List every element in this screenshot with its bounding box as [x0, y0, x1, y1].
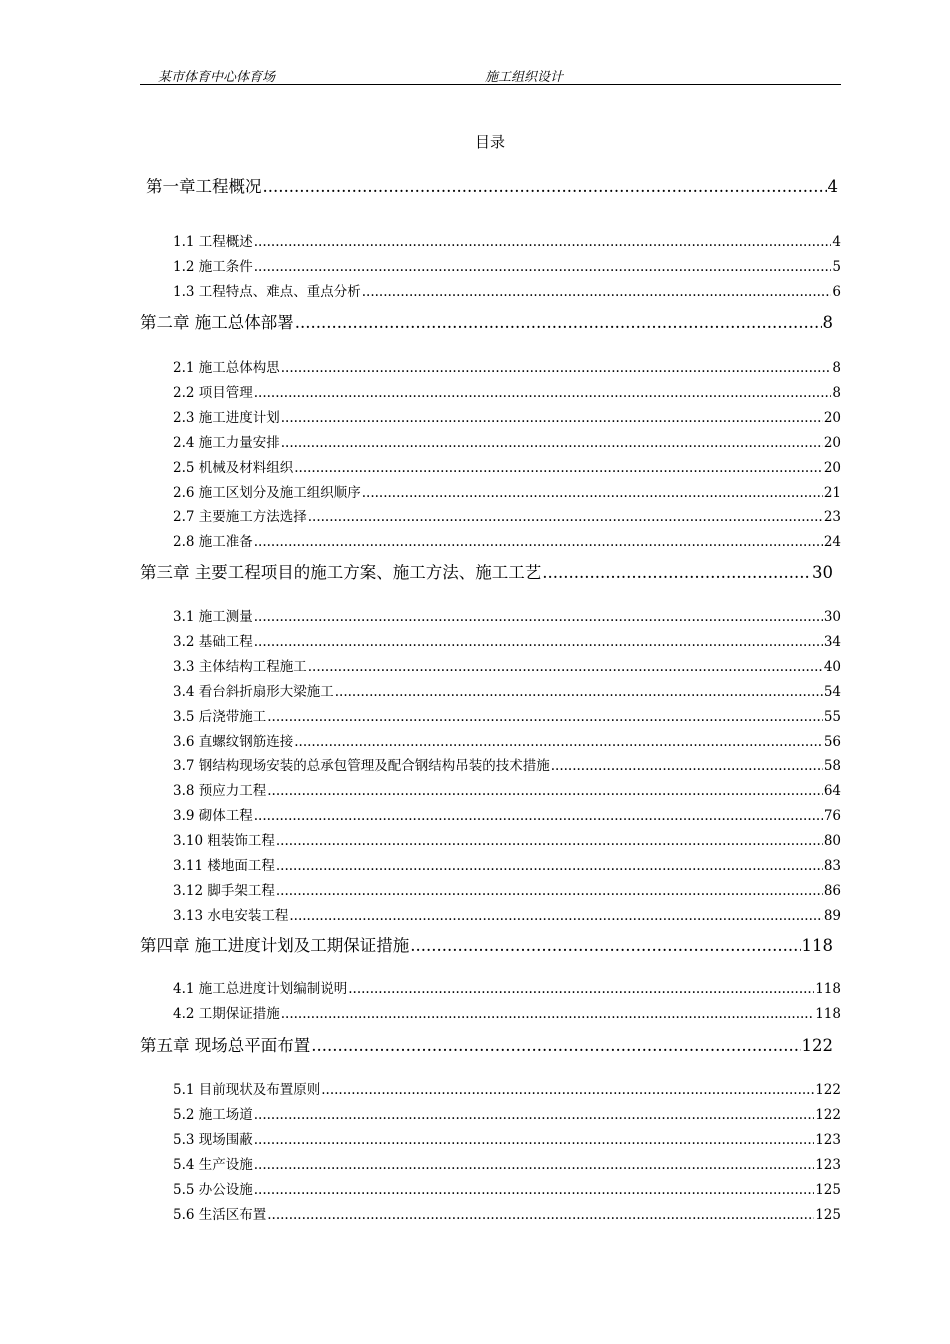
toc-entry-label: 2.5 机械及材料组织	[173, 460, 294, 476]
toc-page-number: 76	[823, 808, 841, 824]
toc-section-3-3[interactable]	[173, 655, 841, 675]
toc-page-number: 118	[815, 1006, 841, 1022]
toc-page-number: 30	[812, 563, 833, 582]
toc-entry-label: 2.2 项目管理	[173, 385, 253, 401]
dot-leader	[281, 410, 823, 426]
toc-page-number: 89	[823, 908, 841, 924]
toc-section-1-3[interactable]	[173, 280, 841, 300]
toc-page-number: 8	[832, 360, 841, 376]
dot-leader	[335, 684, 823, 700]
toc-section-5-4[interactable]	[173, 1153, 841, 1173]
dot-leader	[254, 1132, 814, 1148]
dot-leader	[362, 284, 832, 300]
toc-entry-label: 第三章 主要工程项目的施工方案、施工方法、施工工艺	[140, 563, 542, 582]
toc-entry-label: 5.4 生产设施	[173, 1157, 253, 1173]
toc-chapter-1[interactable]	[146, 173, 838, 197]
toc-entry-label: 5.6 生活区布置	[173, 1207, 267, 1223]
toc-entry-label: 2.7 主要施工方法选择	[173, 509, 307, 525]
toc-page-number: 20	[823, 410, 841, 426]
toc-section-2-7[interactable]	[173, 505, 841, 525]
toc-entry-label: 2.4 施工力量安排	[173, 435, 280, 451]
toc-page-number: 5	[832, 259, 841, 275]
toc-chapter-5[interactable]	[140, 1032, 833, 1056]
dot-leader	[254, 259, 832, 275]
dot-leader	[281, 435, 823, 451]
toc-page-number: 8	[822, 313, 833, 332]
toc-section-3-9[interactable]	[173, 804, 841, 824]
toc-chapter-3[interactable]	[140, 559, 833, 583]
toc-entry-label: 5.5 办公设施	[173, 1182, 253, 1198]
dot-leader	[276, 883, 823, 899]
toc-section-3-4[interactable]	[173, 680, 841, 700]
toc-entry-label: 4.2 工期保证措施	[173, 1006, 280, 1022]
dot-leader	[254, 609, 823, 625]
toc-page-number: 118	[815, 981, 841, 997]
dot-leader	[267, 783, 823, 799]
toc-page-number: 122	[815, 1082, 841, 1098]
toc-entry-label: 3.11 楼地面工程	[173, 858, 275, 874]
dot-leader	[263, 177, 827, 196]
header-doc-title: 施工组织设计	[485, 70, 564, 85]
toc-entry-label: 3.9 砌体工程	[173, 808, 253, 824]
dot-leader	[321, 1082, 814, 1098]
toc-section-4-1[interactable]	[173, 977, 841, 997]
dot-leader	[348, 981, 814, 997]
dot-leader	[551, 758, 823, 774]
toc-chapter-4[interactable]	[140, 932, 833, 956]
dot-leader	[410, 936, 800, 955]
toc-page-number: 54	[823, 684, 841, 700]
toc-entry-label: 3.5 后浇带施工	[173, 709, 267, 725]
dot-leader	[276, 833, 823, 849]
toc-page-number: 23	[823, 509, 841, 525]
toc-section-3-10[interactable]	[173, 829, 841, 849]
toc-page-number: 24	[823, 534, 841, 550]
toc-section-2-4[interactable]	[173, 431, 841, 451]
toc-section-3-8[interactable]	[173, 779, 841, 799]
toc-entry-label: 5.1 目前现状及布置原则	[173, 1082, 321, 1098]
dot-leader	[254, 808, 823, 824]
toc-page-number: 123	[815, 1132, 841, 1148]
toc-page-number: 20	[823, 460, 841, 476]
toc-page-number: 125	[815, 1207, 841, 1223]
toc-entry-label: 2.6 施工区划分及施工组织顺序	[173, 485, 361, 501]
toc-section-5-6[interactable]	[173, 1203, 841, 1223]
dot-leader	[254, 1182, 814, 1198]
toc-page-number: 6	[832, 284, 841, 300]
toc-entry-label: 2.1 施工总体构思	[173, 360, 280, 376]
toc-section-2-2[interactable]	[173, 381, 841, 401]
toc-section-2-6[interactable]	[173, 481, 841, 501]
toc-entry-label: 第二章 施工总体部署	[140, 313, 294, 332]
toc-section-3-11[interactable]	[173, 854, 841, 874]
header-project-name: 某市体育中心体育场	[158, 70, 276, 85]
toc-page-number: 56	[823, 734, 841, 750]
toc-entry-label: 2.3 施工进度计划	[173, 410, 280, 426]
toc-entry-label: 3.13 水电安装工程	[173, 908, 289, 924]
toc-page-number: 122	[815, 1107, 841, 1123]
toc-entry-label: 3.6 直螺纹钢筋连接	[173, 734, 294, 750]
toc-page-number: 20	[823, 435, 841, 451]
toc-section-3-6[interactable]	[173, 730, 841, 750]
toc-section-2-3[interactable]	[173, 406, 841, 426]
dot-leader	[294, 734, 823, 750]
toc-section-4-2[interactable]	[173, 1002, 841, 1022]
dot-leader	[254, 534, 823, 550]
toc-entry-label: 3.12 脚手架工程	[173, 883, 275, 899]
toc-entry-label: 5.2 施工场道	[173, 1107, 253, 1123]
toc-page-number: 122	[801, 1036, 833, 1055]
toc-page-number: 86	[823, 883, 841, 899]
toc-page-number: 55	[823, 709, 841, 725]
dot-leader	[267, 709, 823, 725]
toc-page-number: 8	[832, 385, 841, 401]
toc-entry-label: 3.1 施工测量	[173, 609, 253, 625]
toc-entry-label: 3.8 预应力工程	[173, 783, 267, 799]
dot-leader	[281, 1006, 814, 1022]
toc-page-number: 40	[823, 659, 841, 675]
toc-page-number: 118	[801, 936, 833, 955]
toc-section-2-8[interactable]	[173, 530, 841, 550]
toc-entry-label: 1.3 工程特点、难点、重点分析	[173, 284, 361, 300]
toc-entry-label: 4.1 施工总进度计划编制说明	[173, 981, 348, 997]
toc-section-5-5[interactable]	[173, 1178, 841, 1198]
toc-entry-label: 第四章 施工进度计划及工期保证措施	[140, 936, 410, 955]
toc-title: 目录	[474, 133, 505, 151]
toc-entry-label: 3.4 看台斜折扇形大梁施工	[173, 684, 334, 700]
toc-section-3-7[interactable]	[173, 754, 841, 774]
toc-entry-label: 第一章工程概况	[146, 177, 262, 196]
dot-leader	[254, 385, 832, 401]
dot-leader	[308, 659, 823, 675]
toc-section-1-2[interactable]	[173, 255, 841, 275]
dot-leader	[254, 234, 832, 250]
dot-leader	[308, 509, 823, 525]
toc-page-number: 30	[823, 609, 841, 625]
toc-page-number: 123	[815, 1157, 841, 1173]
dot-leader	[311, 1036, 800, 1055]
toc-section-3-13[interactable]	[173, 904, 841, 924]
toc-page-number: 64	[823, 783, 841, 799]
toc-page-number: 4	[827, 177, 838, 196]
dot-leader	[276, 858, 823, 874]
dot-leader	[289, 908, 822, 924]
toc-entry-label: 2.8 施工准备	[173, 534, 253, 550]
toc-section-5-3[interactable]	[173, 1128, 841, 1148]
dot-leader	[362, 485, 823, 501]
toc-entry-label: 1.1 工程概述	[173, 234, 253, 250]
toc-section-3-12[interactable]	[173, 879, 841, 899]
dot-leader	[281, 360, 832, 376]
toc-entry-label: 3.7 钢结构现场安装的总承包管理及配合钢结构吊装的技术措施	[173, 758, 550, 774]
dot-leader	[295, 313, 822, 332]
toc-page-number: 125	[815, 1182, 841, 1198]
toc-section-3-1[interactable]	[173, 605, 841, 625]
toc-section-5-1[interactable]	[173, 1078, 841, 1098]
toc-page-number: 80	[823, 833, 841, 849]
toc-section-2-5[interactable]	[173, 456, 841, 476]
dot-leader	[254, 1107, 814, 1123]
toc-entry-label: 5.3 现场围蔽	[173, 1132, 253, 1148]
toc-section-2-1[interactable]	[173, 356, 841, 376]
dot-leader	[294, 460, 823, 476]
toc-entry-label: 3.3 主体结构工程施工	[173, 659, 307, 675]
dot-leader	[267, 1207, 814, 1223]
dot-leader	[542, 563, 811, 582]
toc-page-number: 83	[823, 858, 841, 874]
toc-section-5-2[interactable]	[173, 1103, 841, 1123]
dot-leader	[254, 634, 823, 650]
page-header	[140, 64, 841, 85]
toc-page-number: 58	[823, 758, 841, 774]
toc-page-number: 4	[832, 234, 841, 250]
toc-section-3-5[interactable]	[173, 705, 841, 725]
toc-entry-label: 1.2 施工条件	[173, 259, 253, 275]
toc-section-1-1[interactable]	[173, 230, 841, 250]
toc-entry-label: 第五章 现场总平面布置	[140, 1036, 311, 1055]
toc-chapter-2[interactable]	[140, 309, 833, 333]
toc-entry-label: 3.2 基础工程	[173, 634, 253, 650]
toc-section-3-2[interactable]	[173, 630, 841, 650]
toc-entry-label: 3.10 粗装饰工程	[173, 833, 275, 849]
toc-page-number: 34	[823, 634, 841, 650]
dot-leader	[254, 1157, 814, 1173]
toc-page-number: 21	[823, 485, 841, 501]
